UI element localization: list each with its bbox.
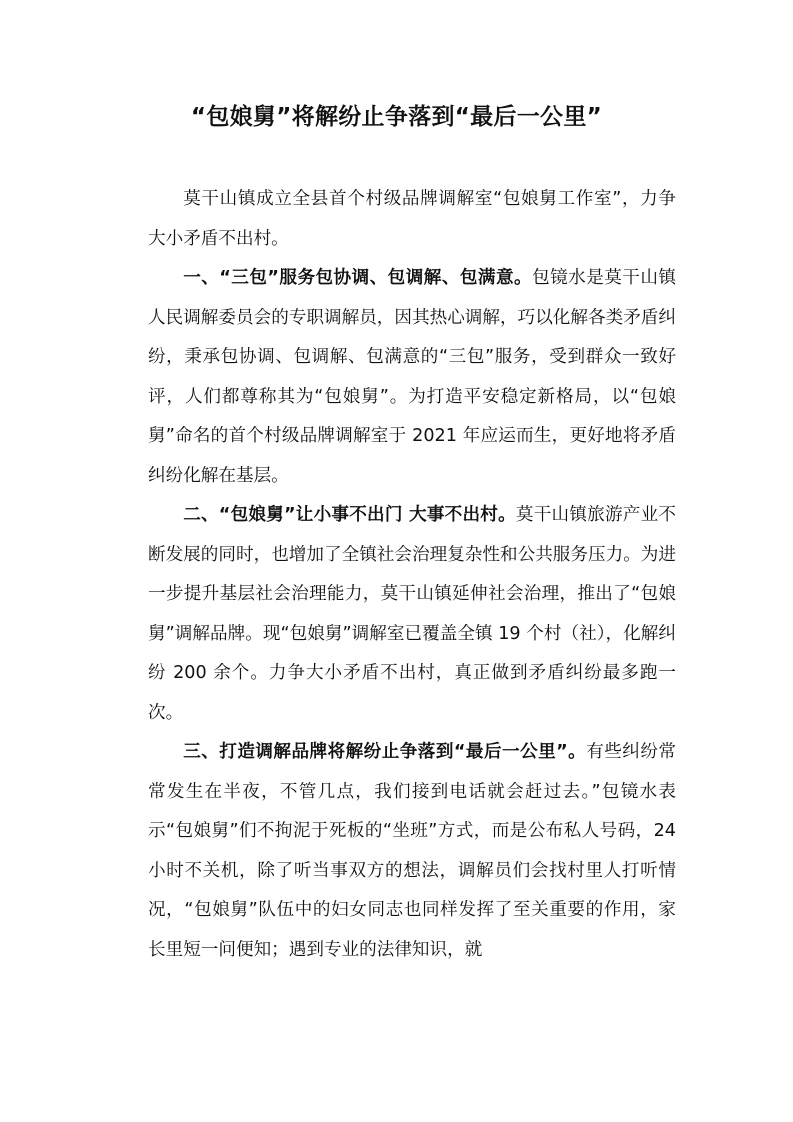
document-body bbox=[148, 180, 676, 970]
document-title: “包娘舅”将解纷止争落到“最后一公里” bbox=[190, 104, 603, 130]
paragraph-intro bbox=[148, 180, 676, 259]
section-2-heading: 二、“包娘舅”让小事不出门 大事不出村。 bbox=[183, 505, 516, 525]
paragraph-section-2 bbox=[148, 496, 676, 733]
section-2-text: 莫干山镇旅游产业不断发展的同时，也增加了全镇社会治理复杂性和公共服务压力。为进一步提升基层社会治理能力，莫干山镇延伸社会治理，推出了“包娘舅”调解品牌。现“包娘舅”调解室已覆盖全镇 19 个村（社），化解纠纷 200 余个。力争大小矛盾不出村，真正做到矛盾纠纷最多跑一次。 bbox=[148, 505, 676, 723]
section-3-heading: 三、打造调解品牌将解纷止争落到“最后一公里”。 bbox=[183, 742, 587, 762]
section-1-heading: 一、“三包”服务包协调、包调解、包满意。 bbox=[183, 268, 533, 288]
section-1-text: 包镜水是莫干山镇人民调解委员会的专职调解员，因其热心调解，巧以化解各类矛盾纠纷，秉承包协调、包调解、包满意的“三包”服务，受到群众一致好评，人们都尊称其为“包娘舅”。为打造平安稳定新格局，以“包娘舅”命名的首个村级品牌调解室于 2021 年应运而生，更好地将矛盾纠纷化解在基层。 bbox=[148, 268, 676, 486]
paragraph-section-3 bbox=[148, 733, 676, 970]
paragraph-section-1 bbox=[148, 259, 676, 496]
paragraph-intro-text: 莫干山镇成立全县首个村级品牌调解室“包娘舅工作室”，力争大小矛盾不出村。 bbox=[148, 189, 676, 249]
section-3-text: 有些纠纷常常发生在半夜，不管几点，我们接到电话就会赶过去。”包镜水表示“包娘舅”们不拘泥于死板的“坐班”方式，而是公布私人号码，24 小时不关机，除了听当事双方的想法，调解员们会找村里人打听情况，“包娘舅”队伍中的妇女同志也同样发挥了至关重要的作用，家长里短一问便知；遇到专业的法律知识，就 bbox=[148, 742, 676, 960]
